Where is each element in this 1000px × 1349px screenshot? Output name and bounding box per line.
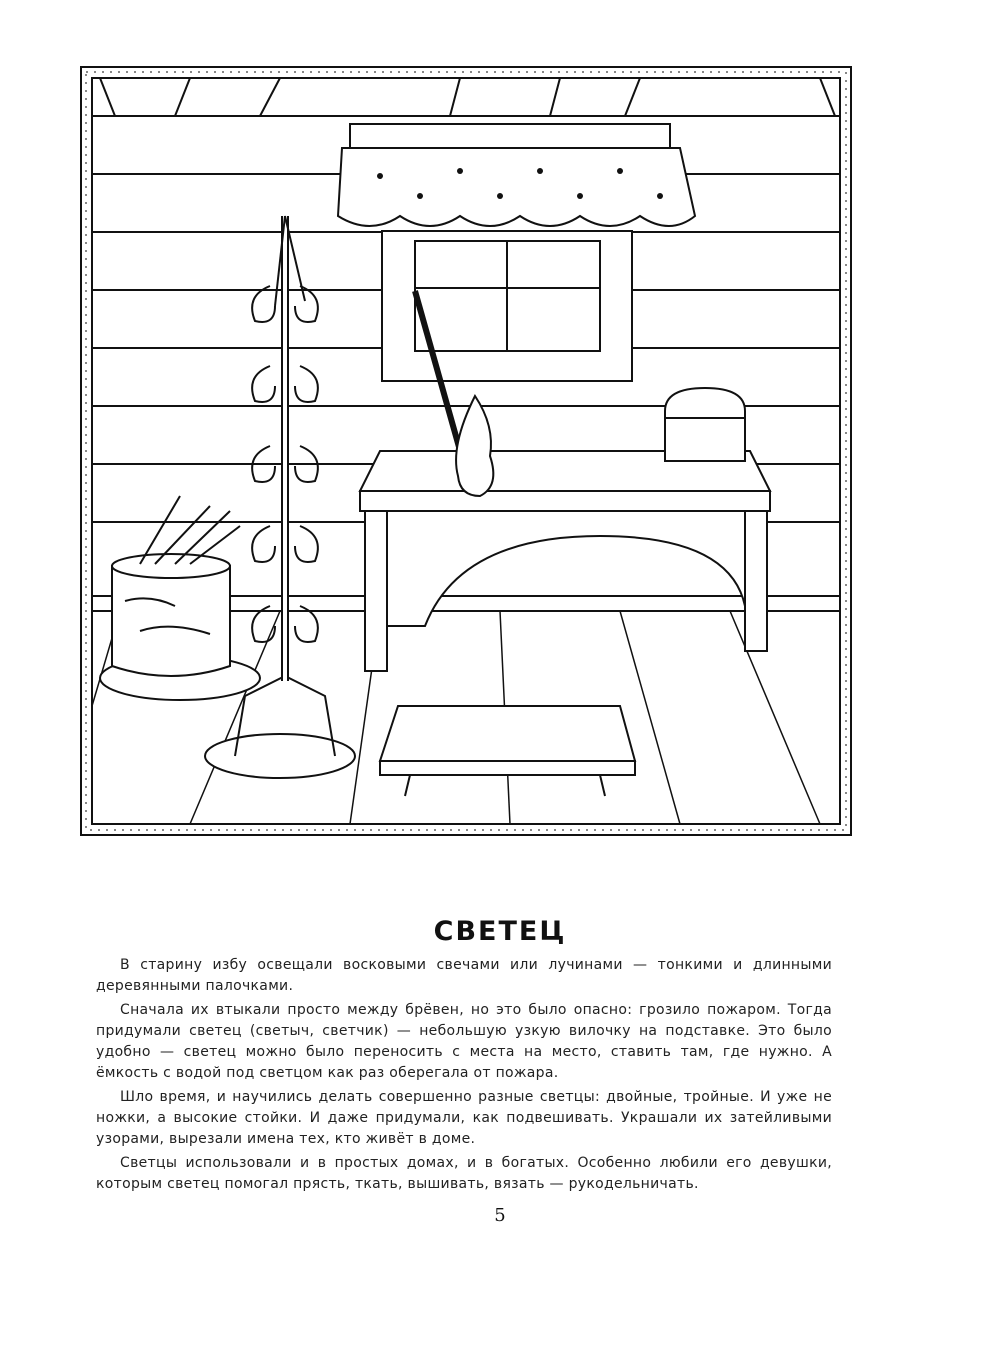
page-title: СВЕТЕЦ [433, 916, 567, 948]
page-number: 5 [494, 1205, 506, 1226]
paragraph: В старину избу освещали восковыми свечами или лучинами — тонкими и длинными деревянными палочками. [96, 957, 832, 994]
ceiling-beams [92, 78, 840, 116]
coloring-illustration [80, 66, 852, 836]
flame-icon [456, 396, 493, 496]
bucket [100, 496, 260, 700]
body-text [96, 955, 832, 1198]
window [338, 124, 695, 381]
chest [665, 388, 745, 461]
paragraph: Шло время, и научились делать совершенно разные светцы: двойные, тройные. И уже не ножки, а высокие стойки. И даже придумали, как подвешивать. Украшали их затейливыми узорами, вырезали имена тех, кто живёт в доме. [96, 1089, 832, 1147]
paragraph: Сначала их втыкали просто между брёвен, но это было опасно: грозило пожаром. Тогда придумали светец (светыч, светчик) — небольшую узкую вилочку на подставке. Это было удобно — светец можно было переносить с места на место, ставить там, где нужно. А ёмкость с водой под светцом как раз оберегала от пожара. [96, 1002, 832, 1081]
paragraph: Светцы использовали и в простых домах, и в богатых. Особенно любили его девушки, которым светец помогал прясть, ткать, вышивать, вязать — рукодельничать. [96, 1155, 832, 1192]
table [360, 451, 770, 671]
